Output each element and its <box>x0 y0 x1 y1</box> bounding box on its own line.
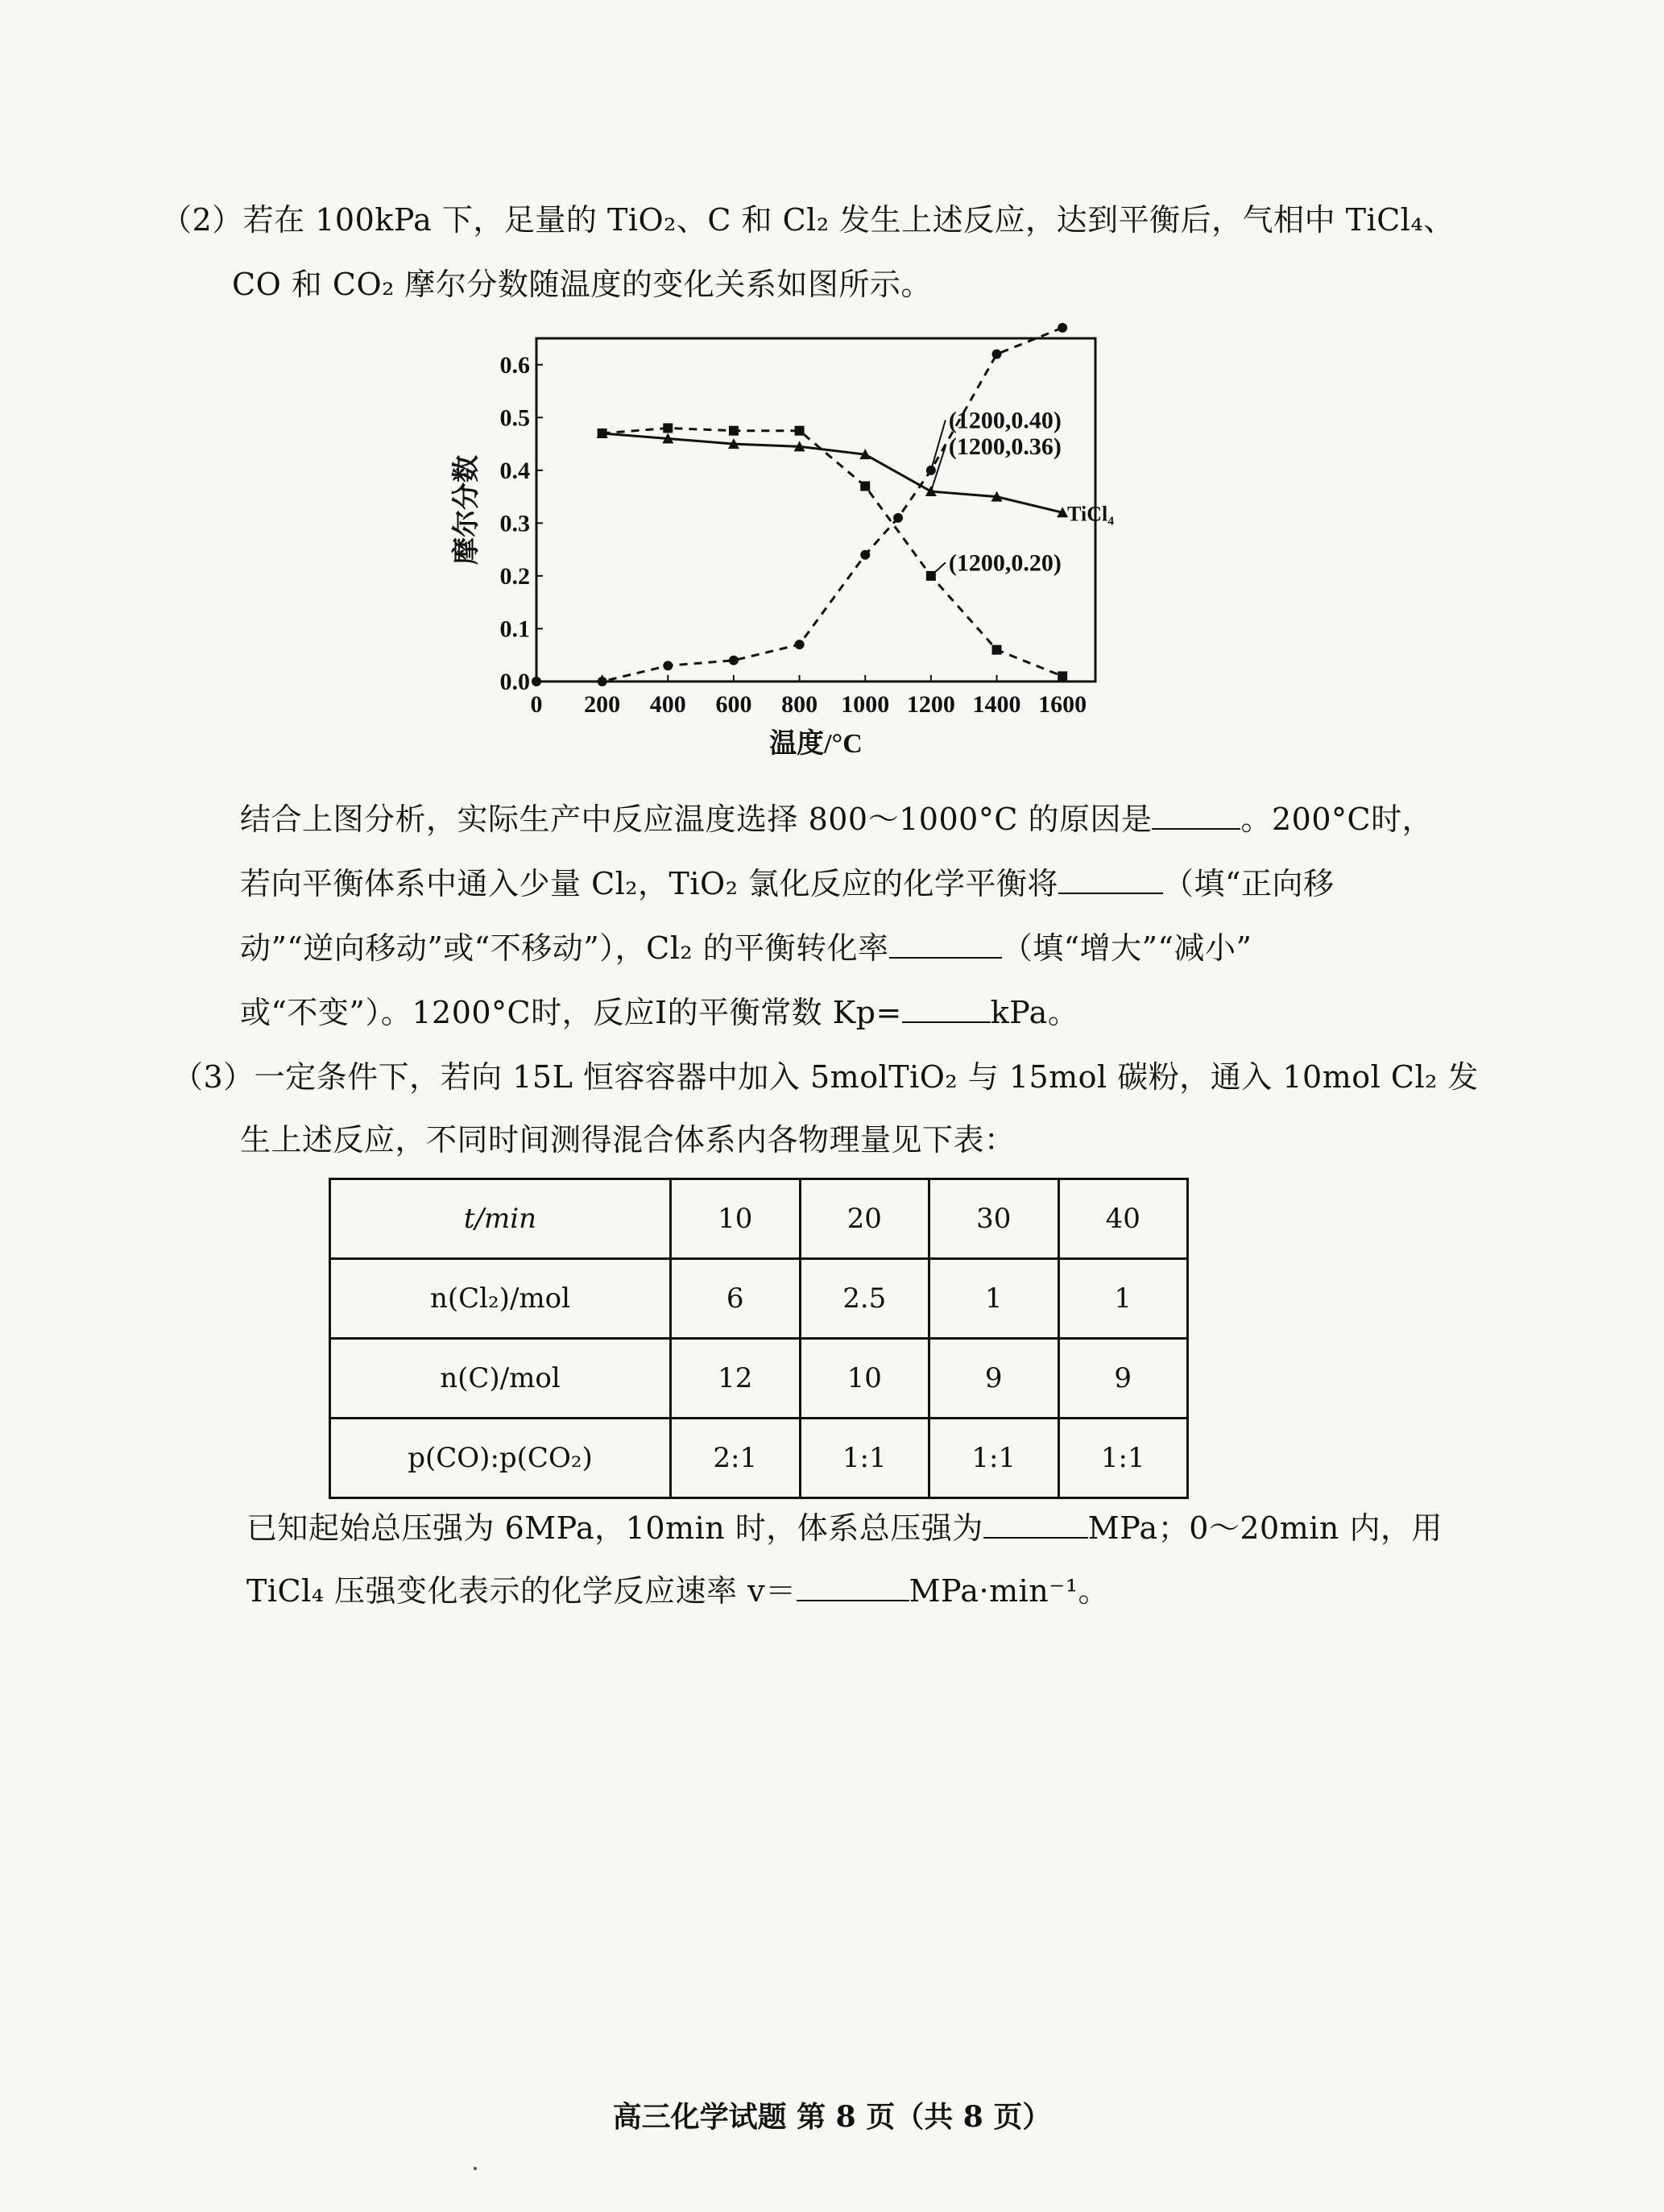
analysis-text-c: 若向平衡体系中通入少量 Cl₂，TiO₂ 氯化反应的化学平衡将 <box>240 866 1059 901</box>
table-cell: 1:1 <box>929 1419 1059 1498</box>
mole-fraction-chart <box>435 322 1128 789</box>
after-text-a: 已知起始总压强为 6MPa，10min 时，体系总压强为 <box>246 1510 983 1546</box>
q2-line-1: （2）若在 100kPa 下，足量的 TiO₂、C 和 Cl₂ 发生上述反应，达到平衡后，气相中 TiCl₄、 <box>161 202 1455 238</box>
x-tick-label: 1000 <box>841 691 890 718</box>
analysis-text-e: 动”“逆向移动”或“不移动”），Cl₂ 的平衡转化率 <box>240 930 889 966</box>
table-row <box>330 1419 1188 1498</box>
table-header-row <box>330 1179 1188 1259</box>
table-cell: p(CO):p(CO₂) <box>330 1419 671 1498</box>
table-header-cell: 10 <box>671 1179 801 1259</box>
scan-speck <box>474 2167 477 2170</box>
y-tick-label: 0.3 <box>499 510 530 537</box>
y-tick-label: 0.6 <box>499 351 530 379</box>
q3-after-line-2 <box>246 1569 1109 1613</box>
after-text-d: MPa·min⁻¹。 <box>909 1573 1110 1609</box>
analysis-text-d: （填“正向移 <box>1163 866 1335 901</box>
table-cell: 2.5 <box>800 1259 929 1339</box>
x-axis-label: 温度/°C <box>769 729 863 759</box>
table-cell: n(Cl₂)/mol <box>330 1259 671 1339</box>
point-annotation: (1200,0.36) <box>948 433 1062 461</box>
x-tick-label: 1600 <box>1038 691 1087 718</box>
data-point <box>992 645 1002 655</box>
x-tick-label: 0 <box>530 691 543 718</box>
table-cell: n(C)/mol <box>330 1339 671 1419</box>
chart-svg <box>435 322 1128 789</box>
table-header-cell: 20 <box>800 1179 929 1259</box>
data-point <box>729 426 739 436</box>
q2-line-2: CO 和 CO₂ 摩尔分数随温度的变化关系如图所示。 <box>232 267 932 302</box>
answer-blank-equilibrium-shift[interactable] <box>1058 862 1163 894</box>
data-point <box>663 661 673 670</box>
answer-blank-rate[interactable] <box>797 1569 909 1601</box>
data-point <box>598 429 607 438</box>
page-footer: 高三化学试题 第 8 页（共 8 页） <box>612 2100 1052 2134</box>
answer-blank-pressure[interactable] <box>983 1506 1088 1539</box>
after-text-b: MPa；0～20min 内，用 <box>1087 1510 1443 1546</box>
q2-analysis-line-4 <box>240 991 1078 1034</box>
table-cell: 12 <box>671 1339 801 1419</box>
point-annotation: (1200,0.40) <box>948 407 1062 434</box>
table-cell: 1:1 <box>800 1419 929 1498</box>
y-tick-label: 0.1 <box>499 615 530 643</box>
data-point <box>795 640 805 649</box>
data-point <box>663 423 673 433</box>
data-point <box>860 550 870 560</box>
table-cell: 1 <box>929 1259 1059 1339</box>
answer-blank-kp[interactable] <box>902 991 991 1023</box>
table-header-cell: t/min <box>330 1179 671 1259</box>
y-tick-label: 0.2 <box>499 562 530 590</box>
data-point <box>992 350 1002 359</box>
data-point <box>860 482 870 491</box>
answer-blank-reason[interactable] <box>1152 797 1240 830</box>
table-cell: 1 <box>1058 1259 1188 1339</box>
series-line <box>536 328 1062 681</box>
q2-analysis-line-2 <box>240 862 1334 905</box>
data-point <box>1058 671 1067 681</box>
series-label: TiCl₄ <box>1067 502 1115 526</box>
annotation-leader <box>931 562 946 576</box>
analysis-text-a: 结合上图分析，实际生产中反应温度选择 800～1000°C 的原因是 <box>240 802 1153 837</box>
y-tick-label: 0.0 <box>499 669 530 695</box>
q2-analysis-line-3 <box>240 926 1252 970</box>
table-header-cell: 30 <box>929 1179 1059 1259</box>
point-annotation: (1200,0.20) <box>948 549 1062 577</box>
q3-line-1: （3）一定条件下，若向 15L 恒容容器中加入 5molTiO₂ 与 15mol 碳粉，通入 10mol Cl₂ 发 <box>172 1059 1479 1095</box>
data-point <box>926 466 936 475</box>
data-point <box>795 426 805 436</box>
data-point <box>893 513 903 523</box>
table-row <box>330 1259 1188 1339</box>
table-header-cell: 40 <box>1058 1179 1188 1259</box>
x-tick-label: 400 <box>649 691 686 718</box>
data-point <box>532 677 541 686</box>
q3-line-2: 生上述反应，不同时间测得混合体系内各物理量见下表： <box>240 1122 1016 1158</box>
x-tick-label: 1400 <box>972 691 1021 718</box>
table-cell: 9 <box>929 1339 1059 1419</box>
data-point <box>598 677 607 686</box>
annotation-leader <box>931 420 946 470</box>
x-tick-label: 1200 <box>906 691 955 718</box>
analysis-text-g: 或“不变”）。1200°C时，反应I的平衡常数 Kp= <box>240 995 902 1030</box>
y-tick-label: 0.4 <box>499 457 530 484</box>
y-axis-label: 摩尔分数 <box>452 455 482 565</box>
analysis-text-h: kPa。 <box>990 995 1079 1030</box>
table-cell: 6 <box>671 1259 801 1339</box>
q3-after-line-1 <box>246 1506 1443 1550</box>
table-cell: 9 <box>1058 1339 1188 1419</box>
data-table <box>329 1178 1189 1499</box>
data-point <box>1058 323 1067 333</box>
x-tick-label: 200 <box>584 691 621 718</box>
x-tick-label: 600 <box>715 691 752 718</box>
data-point <box>729 656 739 665</box>
x-tick-label: 800 <box>781 691 818 718</box>
analysis-text-b: 。200°C时， <box>1240 802 1434 837</box>
q2-analysis-line-1 <box>240 797 1433 841</box>
after-text-c: TiCl₄ 压强变化表示的化学反应速率 v＝ <box>246 1573 797 1609</box>
table-cell: 10 <box>800 1339 929 1419</box>
table-cell: 1:1 <box>1058 1419 1188 1498</box>
analysis-text-f: （填“增大”“减小” <box>1001 930 1252 966</box>
answer-blank-conversion[interactable] <box>889 926 1002 959</box>
table-row <box>330 1339 1188 1419</box>
y-tick-label: 0.5 <box>499 404 530 432</box>
table-cell: 2:1 <box>671 1419 801 1498</box>
plot-frame <box>536 338 1095 681</box>
